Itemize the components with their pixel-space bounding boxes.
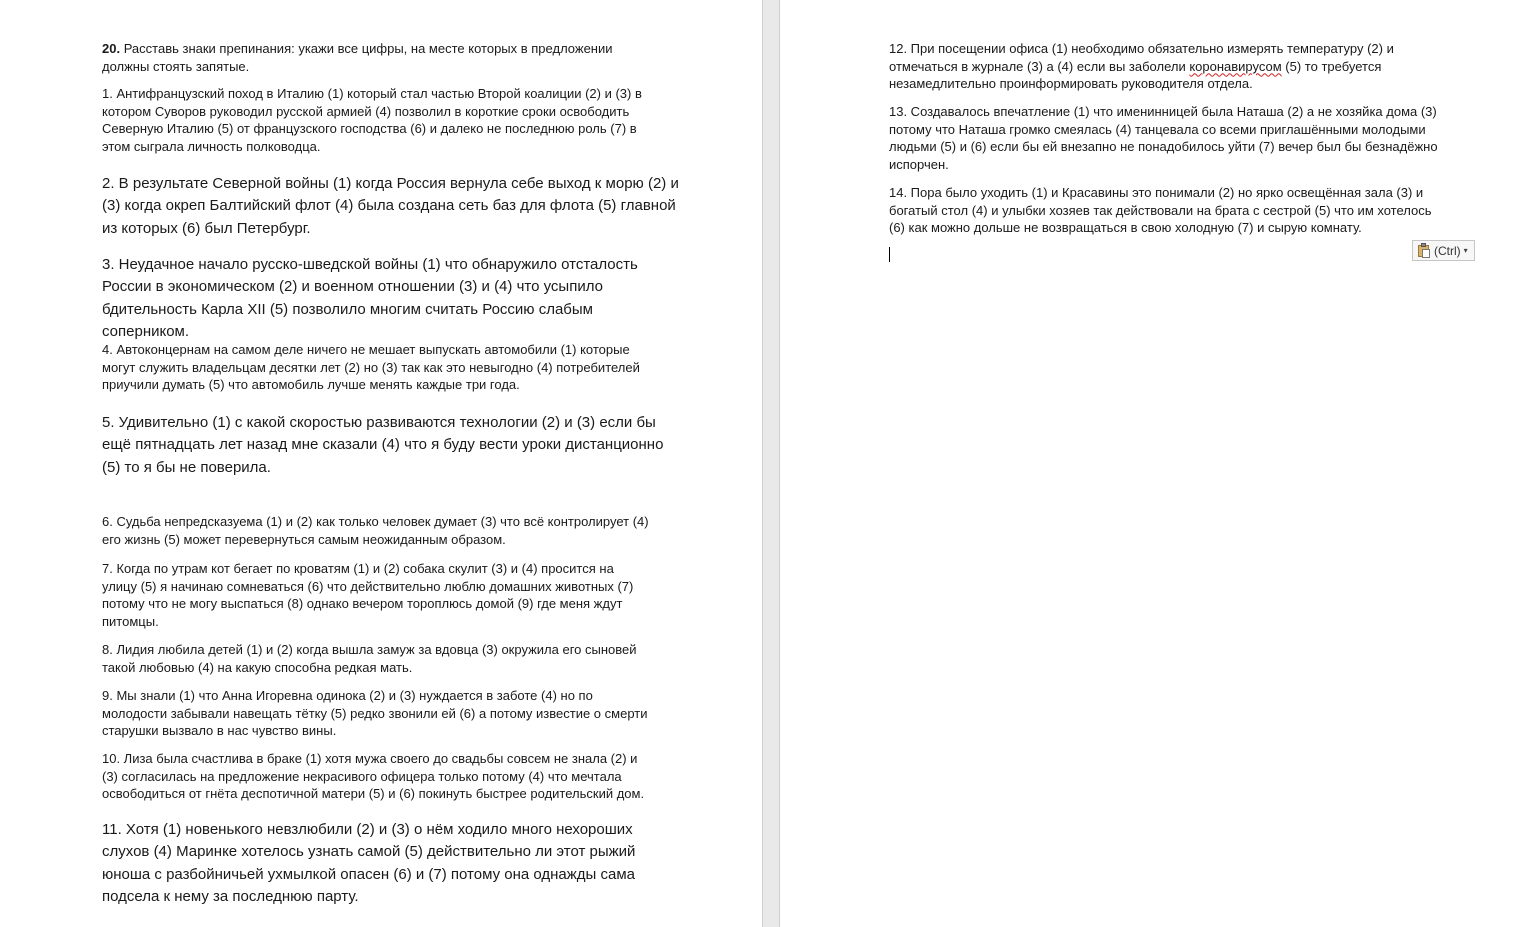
sentence-12[interactable] [889,40,1509,93]
sentence-10[interactable]: 10. Лиза была счастлива в браке (1) хотя мужа своего до свадьбы совсем не знала (2) и (3) согласилась на предложение некрасивого офицера только потому (4) что мечтала освободиться от гнёта деспотичной матери (5) и (6) покинуть быстрее родительский дом. [102,751,645,802]
sentence-6[interactable]: 6. Судьба непредсказуема (1) и (2) как только человек думает (3) что всё контролирует (4) его жизнь (5) может перевернуться самым неожиданным образом. [102,514,649,547]
spellcheck-flagged-word[interactable]: коронавирусом [1189,58,1282,74]
sentence-9[interactable]: 9. Мы знали (1) что Анна Игоревна одинока (2) и (3) нуждается в заботе (4) но по молодости забывали навещать тётку (5) редко звонили ей (6) а потому известие о смерти старушки вызвало в нас чувство вины. [102,688,648,739]
sentence-13[interactable]: 13. Создавалось впечатление (1) что именинницей была Наташа (2) а не хозяйка дома (3) потому что Наташа громко смеялась (4) танцевала со всеми приглашёнными молодыми людьми (5) и (6) если бы ей внезапно не понадобилось уйти (7) вечер был бы безнадёжно испорчен. [889,104,1438,172]
clipboard-icon [1417,243,1431,258]
sentence-11[interactable]: 11. Хотя (1) новенького невзлюбили (2) и (3) о нём ходило много нехороших слухов (4) Маринке хотелось узнать самой (5) действительно ли этот рыжий юноша с разбойничьей ухмылкой опасен (6) и (7) потому она однажды сама подсела к нему за последнюю парту. [102,821,636,905]
sentence-4[interactable]: 4. Автоконцернам на самом деле ничего не мешает выпускать автомобили (1) которые могут служить владельцам десятки лет (2) но (3) так как это невыгодно (4) потребителей приучили думать (5) что автомобиль лучше менять каждые три года. [102,342,640,393]
sentence-2[interactable]: 2. В результате Северной войны (1) когда Россия вернула себе выход к морю (2) и (3) когда окреп Балтийский флот (4) была создана сеть баз для флота (5) главной из которых (6) был Петербург. [102,175,679,237]
sentence-12-part-1: 12. При посещении офиса (1) необходимо обязательно измерять температуру (2) и отмечаться в журнале (3) а (4) если вы заболели [889,41,1394,74]
sentence-12-part-2: (5) то требуется незамедлительно проинформировать руководителя отдела. [889,58,1382,92]
paste-options-label: (Ctrl) [1434,243,1461,258]
sentence-8[interactable]: 8. Лидия любила детей (1) и (2) когда вышла замуж за вдовца (3) окружила его сыновей такой любовью (4) на какую способна редкая мать. [102,642,637,675]
sentence-14[interactable]: 14. Пора было уходить (1) и Красавины это понимали (2) но ярко освещённая зала (3) и богатый стол (4) и улыбки хозяев так действовали на брата с сестрой (5) что им хотелось (6) как можно дольше не возвращаться в свою холодную (7) и сырую комнату. [889,185,1432,236]
sentence-1[interactable]: 1. Антифранцузский поход в Италию (1) который стал частью Второй коалиции (2) и (3) в котором Суворов руководил русской армией (4) позволил в короткие сроки освободить Северную Италию (5) от французского господства (6) и далеко не последнюю роль (7) в этом сыграла личность полководца. [102,86,642,154]
sentence-7[interactable]: 7. Когда по утрам кот бегает по кроватям (1) и (2) собака скулит (3) и (4) просится на улицу (5) я начинаю сомневаться (6) что действительно люблю домашних животных (7) потому что не могу выспаться (8) однако вечером тороплюсь домой (9) где меня ждут питомцы. [102,561,634,629]
chevron-down-icon: ▾ [1463,246,1468,255]
page-separator [762,0,780,927]
sentence-3[interactable]: 3. Неудачное начало русско-шведской войны (1) что обнаружило отсталость России в экономическом (2) и военном отношении (3) и (4) что усыпило бдительность Карла XII (5) позволило многим считать Россию слабым соперником. [102,256,638,340]
sentence-5[interactable]: 5. Удивительно (1) с какой скоростью развиваются технологии (2) и (3) если бы ещё пятнадцать лет назад мне сказали (4) что я буду вести уроки дистанционно (5) то я бы не поверила. [102,414,664,476]
task-heading[interactable] [102,40,722,75]
paste-options-button[interactable] [1412,240,1475,261]
text-cursor [889,247,890,262]
task-number: 20. [102,41,121,56]
task-instruction: Расставь знаки препинания: укажи все цифры, на месте которых в предложении должны стоять запятые. [102,41,613,74]
